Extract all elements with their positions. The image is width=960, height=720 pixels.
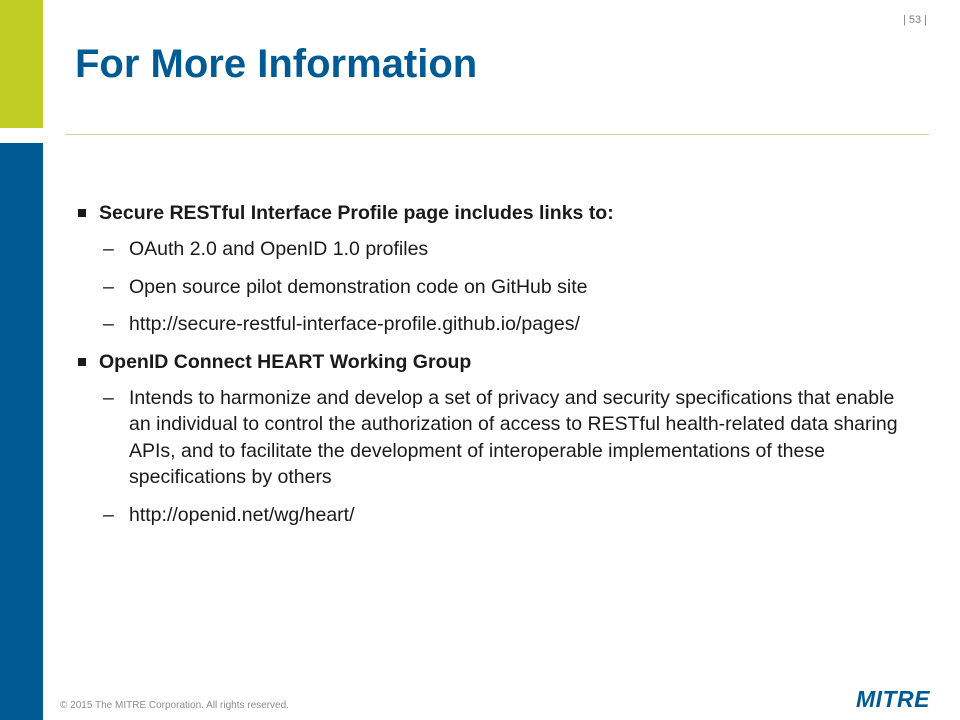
sub-item-link[interactable] (75, 502, 915, 529)
dash-icon: – (103, 275, 114, 298)
sub-item-text: OAuth 2.0 and OpenID 1.0 profiles (129, 238, 429, 260)
dash-icon: – (103, 313, 114, 335)
dash-icon: – (103, 503, 114, 526)
bullet-item (75, 349, 915, 375)
slide-content (75, 200, 915, 539)
accent-bar-blue (0, 143, 43, 720)
sub-item (75, 274, 915, 301)
sub-item-link[interactable] (75, 311, 915, 338)
square-bullet-icon (78, 358, 86, 366)
link-text[interactable]: http://secure-restful-interface-profile.github.io/pages/ (129, 313, 580, 335)
square-bullet-icon (78, 209, 86, 217)
dash-icon: – (103, 386, 114, 409)
bullet-item (75, 200, 915, 226)
sub-item (75, 236, 915, 263)
accent-bar-green (0, 0, 43, 128)
bullet-text: Secure RESTful Interface Profile page includes links to: (99, 202, 614, 224)
title-divider (65, 134, 929, 135)
copyright-notice: © 2015 The MITRE Corporation. All rights reserved. (60, 700, 289, 711)
sub-item-text: Open source pilot demonstration code on GitHub site (129, 275, 588, 298)
sub-item (75, 385, 915, 491)
bullet-text: OpenID Connect HEART Working Group (99, 350, 472, 373)
sub-item-text: Intends to harmonize and develop a set of privacy and security specifications that enable an individual to control the authorization of access to RESTful health-related data sharing APIs, and to facilitate the development of interoperable implementations of these specifications by others (129, 386, 898, 488)
page-number: | 53 | (902, 14, 927, 26)
link-text[interactable]: http://openid.net/wg/heart/ (129, 503, 355, 526)
slide-title: For More Information (75, 42, 478, 86)
dash-icon: – (103, 238, 114, 260)
mitre-logo: MITRE (855, 686, 930, 712)
